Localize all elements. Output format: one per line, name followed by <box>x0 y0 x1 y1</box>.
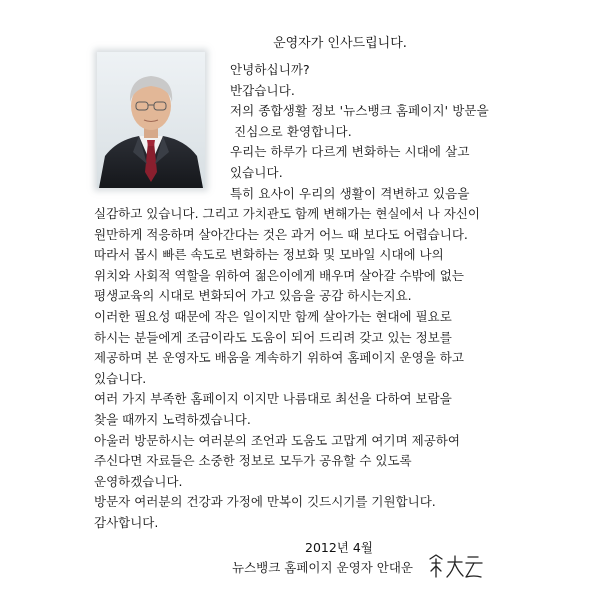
intro-line: 특히 요사이 우리의 생활이 격변하고 있음을 <box>230 185 470 201</box>
operator-portrait <box>97 52 205 188</box>
letter-date: 2012년 4월 <box>305 540 373 555</box>
body-line: 여러 가지 부족한 홈페이지 이지만 나름대로 최선을 다하여 보람을 <box>94 391 452 407</box>
body-line: 있습니다. <box>94 370 147 386</box>
body-line: 하시는 분들에게 조금이라도 도움이 되어 드리려 갖고 있는 정보를 <box>94 329 452 345</box>
body-line: 위치와 사회적 역할을 위하여 젊은이에게 배우며 살아갈 수밖에 없는 <box>94 267 464 283</box>
body-line: 원만하게 적응하며 살아간다는 것은 과거 어느 때 보다도 어렵습니다. <box>94 226 468 242</box>
body-line: 감사합니다. <box>94 514 159 530</box>
intro-text <box>230 60 580 204</box>
intro-line: 반갑습니다. <box>230 82 295 98</box>
intro-line: 진심으로 환영합니다. <box>230 123 352 139</box>
body-line: 평생교육의 시대로 변화되어 가고 있음을 공감 하시는지요. <box>94 288 412 304</box>
handwritten-signature-icon <box>426 553 486 581</box>
portrait-photo-icon <box>97 52 205 188</box>
intro-line: 우리는 하루가 다르게 변화하는 시대에 살고 <box>230 144 470 160</box>
body-line: 방문자 여러분의 건강과 가정에 만복이 깃드시기를 기원합니다. <box>94 494 436 510</box>
body-line: 실감하고 있습니다. 그리고 가치관도 함께 변해가는 현실에서 나 자신이 <box>94 206 480 221</box>
signature-line: 뉴스뱅크 홈페이지 운영자 안대운 <box>232 560 413 575</box>
body-text <box>94 204 534 534</box>
body-line: 이러한 필요성 때문에 작은 일이지만 함께 살아가는 현대에 필요로 <box>94 308 452 324</box>
intro-line: 저의 종합생활 정보 '뉴스뱅크 홈페이지' 방문을 <box>230 103 489 119</box>
body-line: 주신다면 자료들은 소중한 정보로 모두가 공유할 수 있도록 <box>94 453 412 469</box>
body-line: 찾을 때까지 노력하겠습니다. <box>94 411 251 427</box>
body-line: 운영하겠습니다. <box>94 473 183 489</box>
intro-line: 있습니다. <box>230 164 283 180</box>
body-line: 아울러 방문하시는 여러분의 조언과 도움도 고맙게 여기며 제공하여 <box>94 432 460 448</box>
intro-line: 안녕하십니까? <box>230 62 310 77</box>
body-line: 따라서 몹시 빠른 속도로 변화하는 정보화 및 모바일 시대에 나의 <box>94 247 444 263</box>
greeting-title: 운영자가 인사드립니다. <box>273 36 407 51</box>
body-line: 제공하며 본 운영자도 배움을 계속하기 위하여 홈페이지 운영을 하고 <box>94 350 464 366</box>
